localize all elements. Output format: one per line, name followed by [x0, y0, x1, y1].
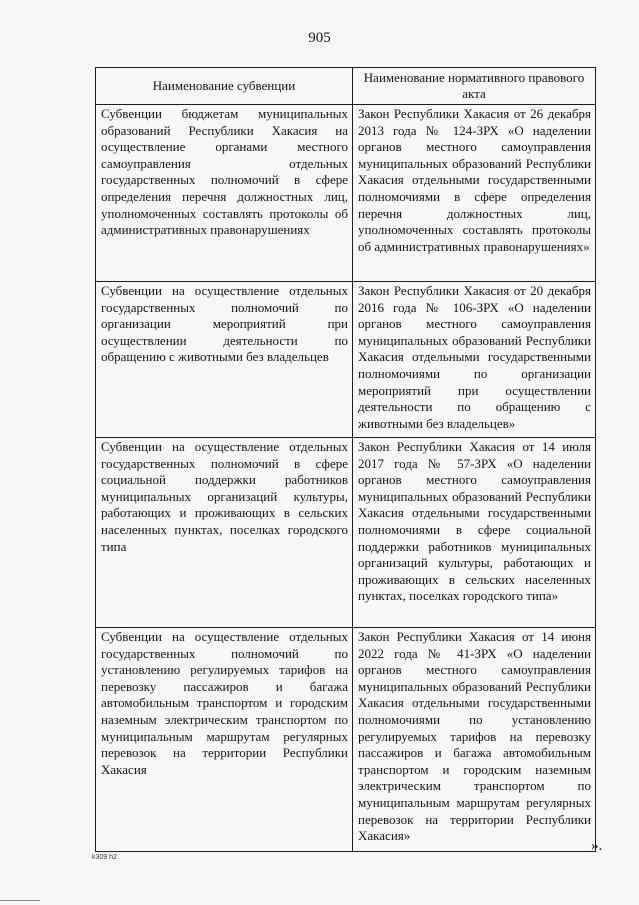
table-row [96, 628, 596, 852]
subvention-cell: Субвенции на осуществление отдельных государственных полномочий по организации мероприятий при осуществлении деятельности по обращению с животными без владельцев [96, 282, 353, 438]
legal-act-cell: Закон Республики Хакасия от 14 июля 2017 года № 57-ЗРХ «О наделении органов местного самоуправления муниципальных образований Республики Хакасия отдельными государственными полномочиями в сфере социальной поддержки работников муниципальных организаций культуры, работающих и проживающих в сельских населенных пунктах, поселках городского типа» [353, 438, 596, 628]
legal-act-cell: Закон Республики Хакасия от 20 декабря 2016 года № 106-ЗРХ «О наделении органов местного самоуправления муниципальных образований Республики Хакасия отдельными государственными полномочиями по организации мероприятий при осуществлении деятельности по обращению с животными без владельцев» [353, 282, 596, 438]
footer-code: k309 h2 [92, 854, 117, 861]
subvention-cell: Субвенции на осуществление отдельных государственных полномочий по установлению регулируемых тарифов на перевозку пассажиров и багажа автомобильным транспортом и городским наземным электрическим транспортом по муниципальным маршрутам регулярных перевозок на территории Республики Хакасия [96, 628, 353, 852]
table-row [96, 105, 596, 282]
table-header-row [96, 68, 596, 105]
table-row [96, 282, 596, 438]
subvention-cell: Субвенции бюджетам муниципальных образований Республики Хакасия на осуществление органами местного самоуправления отдельных государственных полномочий в сфере определения перечня должностных лиц, уполномоченных составлять протоколы об административных правонарушениях [96, 105, 353, 282]
legal-act-cell: Закон Республики Хакасия от 26 декабря 2013 года № 124-ЗРХ «О наделении органов местного самоуправления муниципальных образований Республики Хакасия отдельными государственными полномочиями в сфере определения перечня должностных лиц, уполномоченных составлять протоколы об административных правонарушениях» [353, 105, 596, 282]
page-edge-mark [0, 900, 40, 901]
page-number: 905 [308, 30, 331, 46]
subventions-table [95, 67, 596, 852]
header-legal-act-name: Наименование нормативного правового акта [353, 68, 596, 105]
legal-act-cell: Закон Республики Хакасия от 14 июня 2022 года № 41-ЗРХ «О наделении органов местного самоуправления муниципальных образований Республики Хакасия отдельными государственными полномочиями по установлению регулируемых тарифов на перевозку пассажиров и багажа автомобильным транспортом и городским наземным электрическим транспортом по муниципальным маршрутам регулярных перевозок на территории Республики Хакасия» [353, 628, 596, 852]
subvention-cell: Субвенции на осуществление отдельных государственных полномочий в сфере социальной поддержки работников муниципальных организаций культуры, работающих и проживающих в сельских населенных пунктах, поселках городского типа [96, 438, 353, 628]
table-row [96, 438, 596, 628]
header-subvention-name: Наименование субвенции [96, 68, 353, 105]
closing-quote-mark: ». [591, 838, 603, 854]
